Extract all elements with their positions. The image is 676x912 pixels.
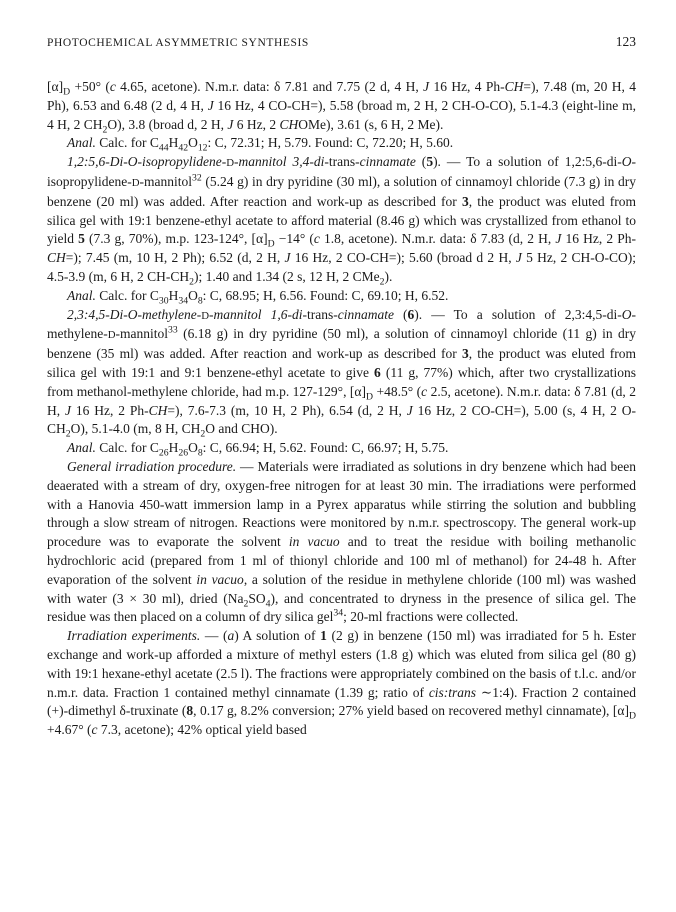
text-run: 16 Hz, 2 CO-CH=); 5.60 (broad d 2 H,: [290, 250, 516, 266]
reference-superscript: 33: [168, 324, 178, 336]
text-run: 16 Hz, 2 Ph-: [71, 402, 149, 418]
text-run: Calc. for C: [95, 287, 159, 303]
text-run: O and CHO).: [205, 421, 278, 437]
body-text: [47, 78, 636, 740]
text-run: O: [188, 440, 198, 456]
text-run: 16 Hz, 2 Ph-: [561, 231, 636, 247]
text-run: H: [168, 440, 179, 456]
text-run: Calc. for C: [95, 440, 159, 456]
text-run: 16 Hz, 2 CO-CH=), 5.00 (s, 4 H, 2 O-CH: [47, 402, 636, 437]
text-run: 5 Hz, 2 CH-O-CO); 4.5-3.9 (m, 6 H, 2 CH-CH: [47, 250, 636, 284]
small-caps-text: D: [107, 329, 116, 342]
text-run: (11 g, 77%) which, after two crystallizations from methanol-methylene chloride, had m.p. 127-129°, [α]: [47, 364, 637, 399]
subscript: 2: [200, 429, 206, 441]
italic-text: CH: [148, 402, 168, 418]
page-header: [47, 34, 636, 50]
text-run: : C, 72.31; H, 5.79. Found: C, 72.20; H, 5.60.: [207, 135, 454, 151]
text-run: , a solution of the residue in methylene chloride (100 ml) was washed with water (3 × 30 ml), dried (Na: [47, 571, 636, 606]
subscript: 4: [265, 598, 271, 610]
subscript: 30: [158, 295, 169, 307]
text-run: -mannitol: [115, 326, 169, 342]
compound-number: 6: [407, 306, 415, 322]
italic-text: J: [207, 97, 214, 113]
text-run: -methylene-: [47, 306, 636, 342]
paragraph-compound-6: [47, 306, 636, 440]
text-run: O), 5.1-4.0 (m, 8 H, CH: [70, 421, 201, 437]
text-run: O: [188, 287, 198, 303]
text-run: +4.67° (: [47, 722, 92, 738]
small-caps-text: D: [201, 309, 210, 322]
text-run: , 0.17 g, 8.2% conversion; 27% yield based on recovered methyl cinnamate), [α]: [193, 703, 629, 719]
text-run: ). — To a solution of 2,3:4,5-di-: [414, 306, 622, 322]
text-run: ; 20-ml fractions were collected.: [343, 609, 519, 625]
text-run: =); 7.45 (m, 10 H, 2 Ph); 6.52 (d, 2 H,: [65, 250, 285, 266]
paragraph-nmr-continued: [47, 78, 636, 134]
page-number: 123: [615, 34, 636, 49]
text-run: +50° (: [70, 79, 110, 94]
italic-text: O: [621, 306, 632, 322]
italic-text: Anal.: [67, 135, 96, 151]
text-run: ); 1.40 and 1.34 (2 s, 12 H, 2 CMe: [193, 268, 380, 284]
text-run: (: [415, 154, 427, 170]
small-caps-text: D: [226, 157, 235, 170]
paragraph-analysis-6: [47, 439, 636, 458]
text-run: , the product was eluted from silica gel with 19:1 benzene-ethyl acetate to afford material (8.46 g) which was crystallized from ethanol to yield: [47, 193, 636, 247]
text-run: =), 7.6-7.3 (m, 10 H, 2 Ph), 6.54 (d, 2 H,: [167, 402, 407, 418]
italic-text: 2,3:4,5-Di-O-methylene-: [67, 306, 202, 322]
compound-number: 5: [78, 231, 85, 247]
text-run: (7.3 g, 70%), m.p. 123-124°, [α]: [84, 231, 268, 247]
text-run: — Materials were irradiated as solutions in dry benzene which had been deaerated with a stream of dry, oxygen-free nitrogen for at least 30 min. The irradiations were performed with a Hanovia 450-watt immersion lamp in a Pyrex apparatus while stirring the solution and bubbling through a slow stream of nitrogen. Reactions were monitored by n.m.r. spectroscopy. The general work-up procedure was to evaporate the solvent: [47, 458, 636, 550]
italic-text: CH: [504, 79, 524, 94]
text-run: 6 Hz, 2: [233, 116, 280, 132]
subscript: 12: [197, 143, 208, 155]
compound-number: 8: [186, 703, 194, 719]
subscript: 42: [178, 143, 189, 155]
italic-text: in vacuo: [196, 571, 244, 587]
compound-number: 6: [374, 364, 381, 380]
reference-superscript: 32: [192, 172, 202, 184]
italic-text: c: [109, 79, 116, 94]
text-run: trans: [306, 306, 334, 322]
italic-text: c: [313, 231, 320, 247]
subscript: 2: [189, 276, 194, 288]
text-run: −14° (: [274, 231, 314, 247]
text-run: : C, 68.95; H, 6.56. Found: C, 69.10; H, 6.52.: [202, 287, 449, 303]
paragraph-general-irradiation: [47, 458, 636, 627]
text-run: -isopropylidene-: [47, 154, 636, 189]
subscript: 8: [197, 447, 203, 459]
italic-text: 1,2:5,6-Di-O-isopropylidene-: [67, 154, 227, 170]
text-run: -mannitol: [139, 173, 193, 189]
italic-text: J: [406, 402, 413, 418]
text-run: : C, 66.94; H, 5.62. Found: C, 66.97; H, 5.75.: [202, 440, 449, 456]
italic-text: cis:trans: [428, 684, 477, 700]
italic-text: in vacuo: [288, 534, 340, 550]
text-run: ) A solution of: [234, 628, 321, 644]
subscript: 8: [197, 295, 203, 307]
italic-text: J: [515, 250, 522, 266]
text-run: SO: [248, 590, 266, 606]
text-run: H: [168, 287, 179, 303]
text-run: 1.8, acetone). N.m.r. data: δ 7.83 (d, 2 H,: [319, 231, 556, 247]
italic-text: J: [227, 116, 234, 132]
subscript: 26: [178, 447, 189, 459]
paragraph-analysis-5: [47, 287, 636, 306]
italic-text: O: [621, 154, 632, 170]
italic-text: Anal.: [67, 440, 96, 456]
text-run: 7.3, acetone); 42% optical yield based: [97, 722, 307, 738]
text-run: and to treat the residue with boiling methanolic hydrochloric acid (prepared from 1 ml of thionyl chloride and 100 ml of methanol) for 24-48 h. After evaporation of the solvent: [47, 534, 636, 587]
text-run: +48.5° (: [373, 383, 422, 399]
small-caps-text: D: [131, 176, 140, 189]
paragraph-analysis-4: [47, 134, 636, 153]
italic-text: Anal.: [67, 287, 96, 303]
compound-number: 1: [320, 628, 327, 644]
subscript: D: [366, 391, 374, 403]
italic-text: J: [65, 402, 71, 418]
text-run: Calc. for C: [95, 135, 159, 151]
text-run: OMe), 3.61 (s, 6 H, 2 Me).: [298, 116, 444, 132]
italic-text: -mannitol 3,4-di-: [234, 154, 329, 170]
compound-number: 3: [461, 193, 469, 209]
subscript: 2: [243, 598, 249, 610]
italic-text: CH: [279, 116, 299, 132]
italic-text: J: [555, 231, 562, 247]
subscript: 34: [178, 295, 189, 307]
italic-text: c: [421, 383, 428, 399]
text-run: , the product was eluted from silica gel with 19:1 and 9:1 benzene-ethyl acetate to give: [47, 346, 636, 380]
italic-text: -cinnamate: [355, 154, 416, 170]
text-run: ), and concentrated to dryness in the presence of silica gel. The residue was then placed on a column of dry silica gel: [47, 590, 637, 625]
text-run: ∼1:4). Fraction 2 contained (+)-dimethyl δ-truxinate (: [47, 684, 636, 719]
text-run: 4.65, acetone). N.m.r. data: δ 7.81 and 7.75 (2 d, 4 H,: [115, 79, 424, 94]
text-run: (2 g) in benzene (150 ml) was irradiated for 5 h. Ester exchange and work-up afforded a mixture of methyl esters (1.8 g) which was eluted from silica gel (80 g) with 19:1 hexane-ethyl acetate (2.5 l). The fractions were appropriately combined on the basis of t.l.c. and/or n.m.r. data. Fraction 1 contained methyl cinnamate (1.39 g; ratio of: [47, 628, 636, 700]
subscript: 44: [158, 143, 169, 155]
subscript: D: [267, 239, 275, 251]
text-run: — (: [200, 628, 228, 644]
reference-superscript: 34: [333, 607, 344, 619]
subscript: D: [628, 710, 636, 722]
running-title: PHOTOCHEMICAL ASYMMETRIC SYNTHESIS: [47, 37, 309, 49]
italic-text: -mannitol 1,6-di-: [209, 306, 307, 322]
italic-text: J: [423, 79, 430, 94]
text-run: trans: [328, 154, 356, 170]
text-run: 16 Hz, 4 Ph-: [429, 79, 505, 94]
text-run: [α]: [47, 79, 64, 94]
italic-text: Irradiation experiments.: [67, 628, 201, 644]
subscript: 2: [65, 429, 71, 441]
text-run: (5.24 g) in dry pyridine (30 ml), a solution of cinnamoyl chloride (7.3 g) in dry benzene (20 ml) was added. After reaction and work-up as described for: [47, 173, 636, 209]
italic-text: c: [91, 722, 98, 738]
paragraph-irradiation-experiments: [47, 627, 636, 740]
subscript: D: [63, 86, 71, 98]
text-run: H: [168, 135, 179, 151]
text-run: 2.5, acetone). N.m.r. data: δ 7.81 (d, 2 H,: [47, 383, 636, 418]
paragraph-compound-5: [47, 153, 636, 287]
text-run: 16 Hz, 4 CO-CH=), 5.58 (broad m, 2 H, 2 CH-O-CO), 5.1-4.3 (eight-line m, 4 H, 2 CH: [47, 97, 636, 132]
text-run: O), 3.8 (broad d, 2 H,: [107, 116, 228, 132]
subscript: 26: [158, 447, 169, 459]
subscript: 2: [379, 276, 385, 288]
text-run: ).: [384, 268, 393, 284]
subscript: 2: [102, 124, 108, 136]
italic-text: General irradiation procedure.: [67, 458, 237, 474]
text-run: =), 7.48 (m, 20 H, 4 Ph), 6.53 and 6.48 (2 d, 4 H,: [47, 79, 636, 113]
italic-text: a: [227, 628, 235, 644]
italic-text: -cinnamate: [333, 306, 394, 322]
compound-number: 3: [461, 346, 469, 362]
italic-text: CH: [47, 250, 66, 266]
text-run: ). — To a solution of 1,2:5,6-di-: [433, 154, 622, 170]
italic-text: J: [284, 250, 291, 266]
text-run: O: [188, 135, 198, 151]
compound-number: 5: [426, 154, 434, 170]
text-run: (6.18 g) in dry pyridine (50 ml), a solution of cinnamoyl chloride (11 g) in dry benzene (35 ml) was added. After reaction and work-up as described for: [47, 326, 636, 362]
text-run: (: [393, 306, 408, 322]
